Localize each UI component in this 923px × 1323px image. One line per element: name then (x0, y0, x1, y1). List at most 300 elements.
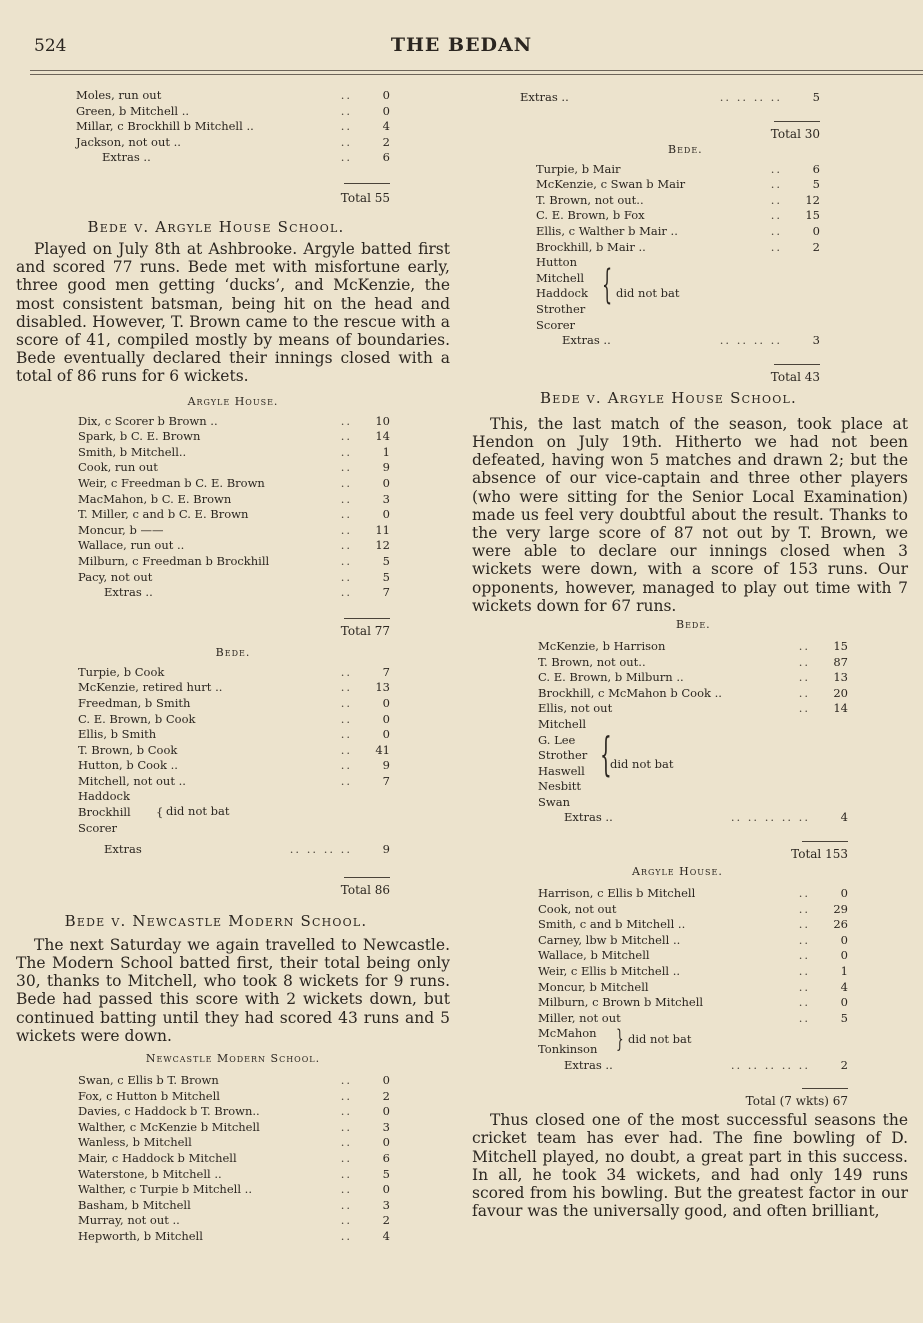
runs: 6 (812, 161, 820, 176)
batsman: Extras .. (104, 585, 153, 600)
batsman: Turpie, b Mair (536, 161, 621, 176)
score-list (536, 162, 820, 256)
score-row (78, 507, 390, 523)
leader-dots: .. (340, 150, 352, 165)
runs: 2 (382, 1213, 390, 1228)
header-rule (30, 70, 923, 71)
dnb-player (536, 302, 820, 318)
batsman: Weir, c Ellis b Mitchell .. (538, 964, 681, 979)
runs: 2 (382, 1088, 390, 1103)
leader-dots: .. (340, 103, 352, 118)
batsman: Mitchell (538, 716, 587, 731)
extras-label: Extras .. (562, 333, 611, 348)
score-row (78, 523, 390, 539)
batsman: T. Brown, not out.. (538, 654, 646, 669)
match-report: Played on July 8th at Ashbrooke. Argyle batted first and scored 77 runs. Bede met with misfortune early, three good men getting ‘ducks’, and McKenzie, the most consistent batsman, being hit on the head and disabled. However, T. Brown came to the rescue with a score of 41, compiled mostly by means of boundaries. Bede eventually declared their innings closed with a total of 86 runs for 6 wickets. (16, 239, 450, 386)
leader-dots: .. (340, 460, 352, 475)
runs: 10 (375, 413, 390, 428)
runs: 2 (840, 1057, 848, 1072)
score-row (536, 240, 820, 256)
extras-label: Extras .. (564, 1057, 613, 1072)
batsman: Fox, c Hutton b Mitchell (78, 1088, 220, 1103)
dnb-brace: { (602, 262, 613, 309)
leader-dots: .. .. .. .. .. (730, 810, 810, 825)
score-row (536, 162, 820, 178)
leader-dots: .. (340, 1151, 352, 1166)
header-rule (30, 74, 923, 75)
dnb-player (536, 255, 820, 271)
leader-dots: .. (340, 413, 352, 428)
batsman: Brockhill (78, 805, 131, 820)
score-row (536, 193, 820, 209)
score-list (538, 886, 848, 1026)
team-heading: Argyle House. (187, 394, 279, 408)
dnb-label: did not bat (610, 756, 674, 771)
dnb-player (538, 779, 848, 795)
runs: 2 (382, 134, 390, 149)
score-row (78, 1229, 390, 1245)
score-row (536, 177, 820, 193)
batsman: T. Brown, not out.. (536, 192, 644, 207)
innings-total (472, 110, 820, 126)
runs: 26 (833, 917, 848, 932)
dnb-names (538, 1026, 848, 1057)
score-row (78, 712, 390, 728)
batsman: C. E. Brown, b Cook (78, 711, 196, 726)
score-row (78, 1182, 390, 1198)
leader-dots: .. (798, 1010, 810, 1025)
runs: 0 (382, 103, 390, 118)
batsman: Spark, b C. E. Brown (78, 429, 201, 444)
dnb-player (536, 318, 820, 334)
batsman: Pacy, not out (78, 569, 153, 584)
score-row (78, 758, 390, 774)
match-report: The next Saturday we again travelled to Newcastle. The Modern School batted first, their total being only 30, thanks to Mitchell, who took 8 wickets for 9 runs. Bede had passed this score with 2 wickets down, but continued batting until they had scored 43 runs and 5 wickets were down. (16, 935, 450, 1045)
runs: 0 (382, 507, 390, 522)
leader-dots: .. (340, 680, 352, 695)
batsman: Moles, run out (76, 88, 162, 102)
leader-dots: .. (340, 1135, 352, 1150)
leader-dots: .. (340, 475, 352, 490)
batsman: Jackson, not out .. (76, 134, 181, 149)
score-row (538, 933, 848, 949)
leader-dots: .. (798, 638, 810, 653)
runs: 6 (382, 150, 390, 165)
leader-dots: .. (340, 1088, 352, 1103)
leader-dots: .. (340, 1166, 352, 1181)
score-row (538, 1058, 848, 1074)
runs: 12 (805, 192, 820, 207)
batsman: T. Miller, c and b C. E. Brown (78, 507, 249, 522)
leader-dots: .. (340, 758, 352, 773)
runs: 0 (382, 88, 390, 102)
dnb-player (538, 1042, 848, 1058)
dnb-player (538, 1026, 848, 1042)
dnb-player (538, 748, 848, 764)
leader-dots: .. (340, 585, 352, 600)
batsman: Cook, run out (78, 460, 158, 475)
leader-dots: .. (340, 1229, 352, 1243)
score-row (78, 1073, 390, 1089)
score-row (538, 639, 848, 655)
score-row (78, 680, 390, 696)
dnb-player (536, 271, 820, 287)
batsman: Waterstone, b Mitchell .. (78, 1166, 222, 1181)
runs: 4 (382, 1229, 390, 1243)
leader-dots: .. (770, 192, 782, 207)
batsman: T. Brown, b Cook (78, 742, 178, 757)
runs: 41 (375, 742, 390, 757)
leader-dots: .. (798, 654, 810, 669)
batsman: Mitchell, not out .. (78, 773, 186, 788)
dnb-player (538, 764, 848, 780)
runs: 14 (833, 701, 848, 716)
leader-dots: .. (770, 161, 782, 176)
leader-dots: .. (340, 695, 352, 710)
score-list (78, 414, 390, 601)
score-row (78, 476, 390, 492)
innings-total (16, 607, 390, 623)
leader-dots: .. (340, 119, 352, 134)
did-not-bat-group (538, 717, 848, 811)
innings-total (472, 830, 848, 846)
runs: 3 (382, 1197, 390, 1212)
batsman: Murray, not out .. (78, 1213, 180, 1228)
leader-dots: .. (798, 886, 810, 901)
innings-total: Total 55 (340, 190, 390, 205)
batsman: Brockhill, b Mair .. (536, 239, 646, 254)
runs: 0 (382, 475, 390, 490)
runs: 15 (833, 638, 848, 653)
score-row (78, 1135, 390, 1151)
score-row (538, 886, 848, 902)
score-row (78, 585, 390, 601)
innings-total (16, 866, 390, 882)
runs: 1 (840, 964, 848, 979)
leader-dots: .. (340, 507, 352, 522)
leader-dots: .. (340, 429, 352, 444)
runs: 0 (840, 886, 848, 901)
closing-paragraph: Thus closed one of the most successful seasons the cricket team has ever had. The fine bowling of D. Mitchell played, no doubt, a great part in this success. In all, he took 34 wickets, and had only 149 runs scored from his bowling. But the greatest factor in our favour was the universally good, and often brilliant, (472, 1111, 908, 1221)
dnb-brace: { (156, 805, 164, 820)
runs: 3 (382, 491, 390, 506)
extras-label: Extras .. (520, 90, 569, 104)
runs: 0 (382, 711, 390, 726)
runs: 0 (840, 948, 848, 963)
score-list (78, 665, 390, 790)
batsman: Basham, b Mitchell (78, 1197, 191, 1212)
leader-dots: .. (340, 1182, 352, 1197)
runs: 5 (382, 553, 390, 568)
score-row (538, 917, 848, 933)
dnb-player (538, 733, 848, 749)
runs: 3 (812, 333, 820, 348)
dnb-player (538, 717, 848, 733)
score-row (78, 554, 390, 570)
runs: 0 (812, 223, 820, 238)
runs: 0 (382, 695, 390, 710)
runs: 13 (375, 680, 390, 695)
batsman: Milburn, c Brown b Mitchell (538, 995, 704, 1010)
score-row (538, 964, 848, 980)
dnb-brace: } (616, 1025, 624, 1054)
leader-dots: .. (798, 670, 810, 685)
runs: 29 (833, 901, 848, 916)
runs: 5 (840, 1010, 848, 1025)
match-heading: Bede v. Argyle House School. (87, 217, 345, 236)
runs: 5 (812, 177, 820, 192)
batsman: McMahon (538, 1026, 597, 1041)
runs: 7 (382, 664, 390, 679)
leader-dots: .. (340, 664, 352, 679)
leader-dots: .. (340, 742, 352, 757)
batsman: Harrison, c Ellis b Mitchell (538, 886, 696, 901)
score-row (78, 774, 390, 790)
runs: 15 (805, 208, 820, 223)
batsman: Strother (538, 748, 588, 763)
extras-label: Extras .. (564, 810, 613, 825)
batsman: Dix, c Scorer b Brown .. (78, 413, 218, 428)
batsman: C. E. Brown, b Fox (536, 208, 645, 223)
score-row (78, 538, 390, 554)
score-row (536, 224, 820, 240)
score-row (78, 492, 390, 508)
innings-total: Total 77 (340, 623, 390, 638)
team-heading: Bede. (215, 645, 251, 659)
leader-dots: .. .. .. .. (719, 333, 782, 348)
batsman: Ellis, b Smith (78, 727, 157, 742)
batsman: Hepworth, b Mitchell (78, 1229, 203, 1243)
leader-dots: .. (340, 134, 352, 149)
batsman: Carney, lbw b Mitchell .. (538, 932, 681, 947)
runs: 4 (382, 119, 390, 134)
batsman: Mitchell (536, 270, 585, 285)
score-row (78, 743, 390, 759)
match-heading: Bede v. Newcastle Modern School. (64, 911, 368, 930)
score-list (538, 639, 848, 717)
batsman: Tonkinson (538, 1042, 598, 1057)
innings-total: Total 30 (770, 126, 820, 141)
runs: 3 (382, 1119, 390, 1134)
team-heading: Argyle House. (632, 865, 723, 879)
batsman: Freedman, b Smith (78, 695, 191, 710)
leader-dots: .. (340, 1197, 352, 1212)
batsman: Moncur, b —— (78, 522, 164, 537)
batsman: Turpie, b Cook (78, 664, 165, 679)
runs: 11 (375, 522, 390, 537)
left-column (16, 88, 450, 1245)
runs: 5 (382, 569, 390, 584)
batsman: Weir, c Freedman b C. E. Brown (78, 475, 265, 490)
runs: 5 (812, 90, 820, 104)
leader-dots: .. (340, 773, 352, 788)
batsman: C. E. Brown, b Milburn .. (538, 670, 684, 685)
leader-dots: .. .. .. .. (289, 842, 352, 857)
leader-dots: .. (340, 491, 352, 506)
dnb-names (78, 789, 390, 836)
batsman: Milburn, c Freedman b Brockhill (78, 553, 270, 568)
score-row (78, 414, 390, 430)
runs: 0 (382, 1073, 390, 1088)
leader-dots: .. (340, 569, 352, 584)
score-row (538, 810, 848, 826)
batsman: Haswell (538, 763, 585, 778)
innings-total (16, 172, 390, 188)
score-row (538, 995, 848, 1011)
leader-dots: .. (770, 223, 782, 238)
dnb-names (538, 717, 848, 811)
score-row (536, 208, 820, 224)
batsman: McKenzie, b Harrison (538, 638, 666, 653)
dnb-brace: { (600, 726, 612, 781)
score-row (78, 1151, 390, 1167)
batsman: Ellis, not out (538, 701, 613, 716)
runs: 1 (382, 444, 390, 459)
score-row (76, 119, 390, 135)
innings-total: Total 43 (770, 369, 820, 384)
runs: 0 (382, 1104, 390, 1119)
runs: 14 (375, 429, 390, 444)
leader-dots: .. (340, 1073, 352, 1088)
batsman: Wallace, b Mitchell (538, 948, 650, 963)
batsman: Miller, not out (538, 1010, 621, 1025)
leader-dots: .. (340, 1104, 352, 1119)
runs: 9 (382, 460, 390, 475)
leader-dots: .. (798, 932, 810, 947)
score-row (536, 333, 820, 349)
batsman: Strother (536, 301, 586, 316)
batsman: Smith, c and b Mitchell .. (538, 917, 686, 932)
runs: 0 (382, 1182, 390, 1197)
score-row (494, 90, 820, 106)
innings-total (472, 1077, 848, 1093)
score-row (76, 104, 390, 120)
runs: 0 (382, 727, 390, 742)
dnb-label: did not bat (166, 804, 230, 819)
score-row (538, 655, 848, 671)
batsman: Haddock (536, 286, 588, 301)
score-row (78, 1089, 390, 1105)
batsman: McKenzie, c Swan b Mair (536, 177, 686, 192)
runs: 6 (382, 1151, 390, 1166)
runs: 13 (833, 670, 848, 685)
leader-dots: .. (340, 553, 352, 568)
batsman: Mair, c Haddock b Mitchell (78, 1151, 237, 1166)
score-row (78, 727, 390, 743)
score-row (78, 696, 390, 712)
batsman: Davies, c Haddock b T. Brown.. (78, 1104, 260, 1119)
leader-dots: .. (798, 995, 810, 1010)
innings-total: Total 86 (340, 882, 390, 897)
leader-dots: .. (798, 964, 810, 979)
batsman: Brockhill, c McMahon b Cook .. (538, 685, 722, 700)
runs: 20 (833, 685, 848, 700)
batsman: Cook, not out (538, 901, 617, 916)
leader-dots: .. .. .. .. (719, 90, 782, 104)
score-row (78, 842, 390, 858)
batsman: Wallace, run out .. (78, 538, 185, 553)
did-not-bat-group (78, 789, 390, 836)
team-heading: Newcastle Modern School. (145, 1052, 321, 1066)
dnb-label: did not bat (628, 1032, 692, 1047)
leader-dots: .. (770, 177, 782, 192)
score-row (78, 460, 390, 476)
score-row (76, 88, 390, 104)
batsman: Ellis, c Walther b Mair .. (536, 223, 678, 238)
did-not-bat-group (536, 255, 820, 333)
batsman: McKenzie, retired hurt .. (78, 680, 223, 695)
score-row (76, 150, 390, 166)
right-column (472, 90, 912, 1220)
batsman: Swan, c Ellis b T. Brown (78, 1073, 219, 1088)
team-heading: Bede. (668, 142, 703, 156)
batsman: Scorer (536, 317, 576, 332)
score-row (78, 665, 390, 681)
running-title: THE BEDAN (390, 34, 533, 56)
score-row (78, 1198, 390, 1214)
leader-dots: .. (340, 1119, 352, 1134)
leader-dots: .. (340, 88, 352, 102)
runs: 2 (812, 239, 820, 254)
team-heading: Bede. (676, 617, 711, 631)
batsman: Extras .. (102, 150, 151, 165)
leader-dots: .. (798, 979, 810, 994)
leader-dots: .. (340, 711, 352, 726)
leader-dots: .. (798, 901, 810, 916)
score-row (538, 948, 848, 964)
score-row (538, 701, 848, 717)
leader-dots: .. (340, 538, 352, 553)
score-row (78, 1104, 390, 1120)
did-not-bat-group (538, 1026, 848, 1057)
score-row (78, 570, 390, 586)
innings-total: Total 153 (791, 847, 848, 862)
leader-dots: .. (770, 239, 782, 254)
score-list (76, 88, 390, 166)
batsman: Walther, c Turpie b Mitchell .. (78, 1182, 252, 1197)
score-list (78, 1073, 390, 1245)
match-heading: Bede v. Argyle House School. (540, 388, 797, 407)
leader-dots: .. (798, 701, 810, 716)
page-number: 524 (34, 36, 67, 56)
batsman: Millar, c Brockhill b Mitchell .. (76, 119, 254, 134)
score-row (78, 1213, 390, 1229)
dnb-player (78, 789, 390, 805)
innings-total (472, 353, 820, 369)
match-report: This, the last match of the season, took place at Hendon on July 19th. Hitherto we had not been defeated, having won 5 matches and drawn 2; but the absence of our vice-captain and three other players (who were sitting for the Senior Local Examination) made us feel very doubtful about the result. Thanks to the very large score of 87 not out by T. Brown, we were able to declare our innings closed when 3 wickets were down, with a score of 153 runs. Our opponents, however, managed to play out time with 7 wickets down for 67 runs. (472, 414, 908, 615)
score-row (78, 1167, 390, 1183)
leader-dots: .. (798, 685, 810, 700)
score-row (538, 1011, 848, 1027)
runs: 5 (382, 1166, 390, 1181)
runs: 4 (840, 979, 848, 994)
runs: 9 (382, 758, 390, 773)
dnb-player (78, 821, 390, 837)
runs: 87 (833, 654, 848, 669)
runs: 7 (382, 773, 390, 788)
batsman: Walther, c McKenzie b Mitchell (78, 1119, 260, 1134)
batsman: Hutton (536, 255, 578, 270)
batsman: Moncur, b Mitchell (538, 979, 649, 994)
leader-dots: .. (340, 522, 352, 537)
dnb-player (538, 795, 848, 811)
score-row (78, 445, 390, 461)
runs: 9 (382, 842, 390, 857)
runs: 0 (840, 995, 848, 1010)
dnb-player (78, 805, 390, 821)
score-row (76, 135, 390, 151)
batsman: Green, b Mitchell .. (76, 103, 190, 118)
